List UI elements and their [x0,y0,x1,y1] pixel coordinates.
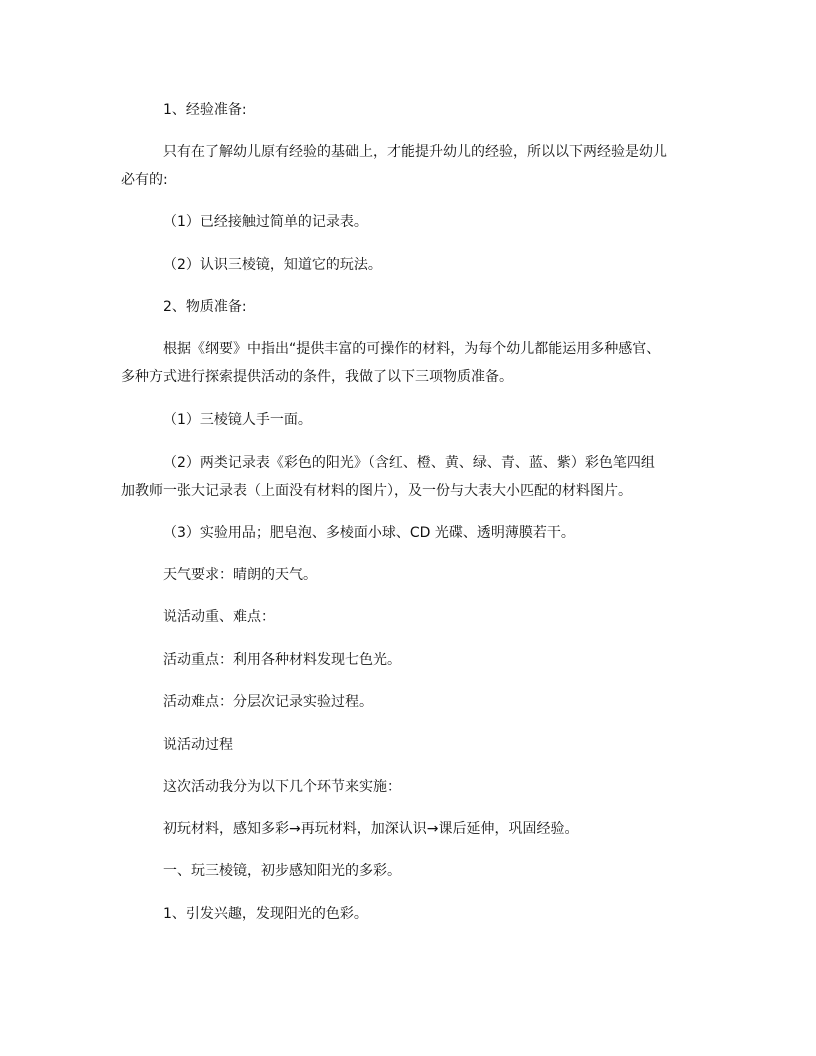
paragraph-line: 必有的: [121,172,168,188]
paragraph-line: 初玩材料，感知多彩→再玩材料，加深认识→课后延伸，巩固经验。 [163,821,579,837]
list-item: （1）三棱镜人手一面。 [163,412,312,428]
list-item: （2）认识三棱镜，知道它的玩法。 [163,257,382,273]
paragraph-line: 这次活动我分为以下几个环节来实施： [163,779,401,795]
subsection-heading: 1、引发兴趣，发现阳光的色彩。 [163,906,368,922]
heading-material-prep: 2、物质准备: [163,299,247,315]
paragraph-line: 多种方式进行探索提供活动的条件，我做了以下三项物质准备。 [121,369,513,385]
list-item: （1）已经接触过简单的记录表。 [163,214,368,230]
list-item: （2）两类记录表《彩色的阳光》（含红、橙、黄、绿、青、蓝、紫）彩色笔四组 [163,455,655,471]
heading-key-points: 说活动重、难点： [163,609,275,625]
difficult-point: 活动难点：分层次记录实验过程。 [163,694,373,710]
key-point: 活动重点：利用各种材料发现七色光。 [163,652,401,668]
paragraph-line: 根据《纲要》中指出“提供丰富的可操作的材料，为每个幼儿都能运用多种感官、 [163,341,661,357]
paragraph-line: 只有在了解幼儿原有经验的基础上，才能提升幼儿的经验，所以以下两经验是幼儿 [163,144,667,160]
heading-activity-process: 说活动过程 [163,737,233,753]
weather-requirement: 天气要求：晴朗的天气。 [163,567,317,583]
heading-experience-prep: 1、经验准备: [163,102,247,118]
list-item: （3）实验用品；肥皂泡、多棱面小球、CD 光碟、透明薄膜若干。 [163,525,575,541]
section-heading: 一、玩三棱镜，初步感知阳光的多彩。 [163,863,401,879]
paragraph-line: 加教师一张大记录表（上面没有材料的图片），及一份与大表大小匹配的材料图片。 [121,483,632,499]
